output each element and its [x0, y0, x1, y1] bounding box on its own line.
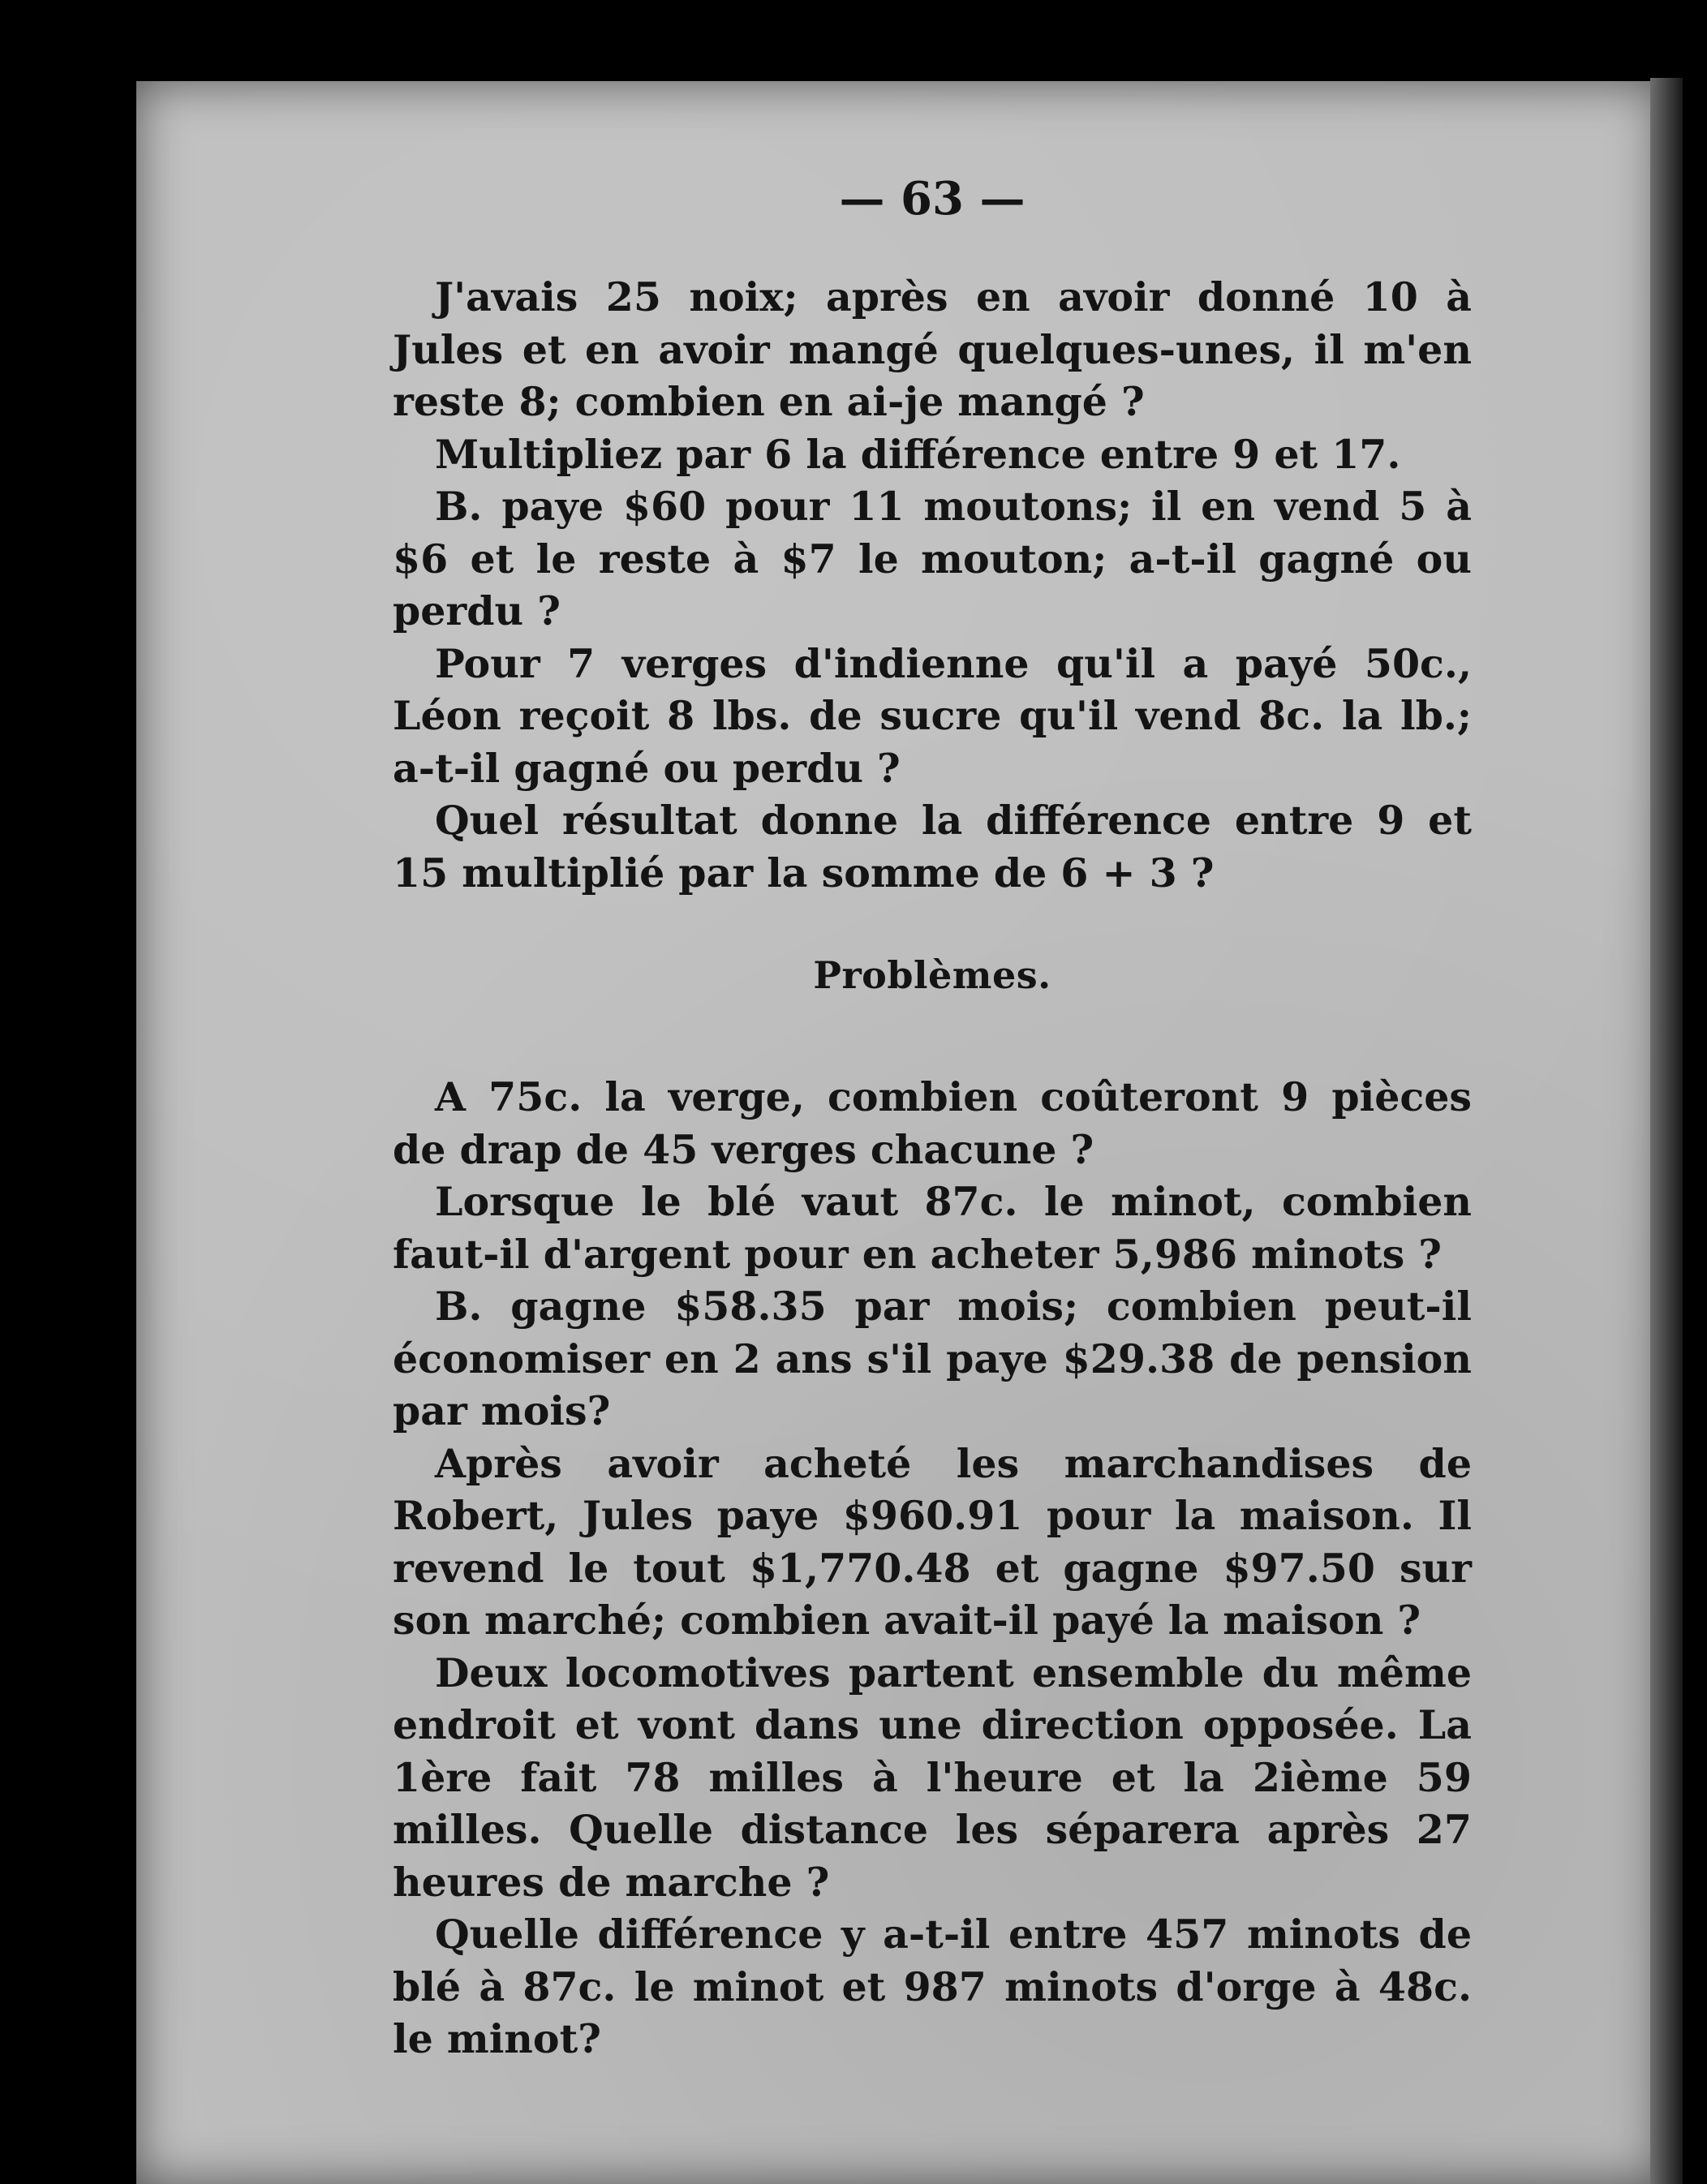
- problem-paragraph: Lorsque le blé vaut 87c. le minot, combien faut-il d'argent pour en acheter 5,986 minots ?: [393, 1178, 1472, 1278]
- problem-paragraph: Après avoir acheté les marchandises de Robert, Jules paye $960.91 pour la maison. Il revend le tout $1,770.48 et gagne $97.50 sur son marché; combien avait-il payé la maison ?: [393, 1439, 1472, 1644]
- page-text-block: [393, 170, 1472, 2066]
- problem-paragraph: A 75c. la verge, combien coûteront 9 pièces de drap de 45 verges chacune ?: [393, 1073, 1472, 1173]
- page-edge-shadow: [1650, 78, 1683, 2184]
- problem-paragraph: B. gagne $58.35 par mois; combien peut-il économiser en 2 ans s'il paye $29.38 de pension par mois?: [393, 1283, 1472, 1434]
- problem-paragraph: Deux locomotives partent ensemble du même endroit et vont dans une direction opposée. La 1ère fait 78 milles à l'heure et la 2ième 59 milles. Quelle distance les séparera après 27 heures de marche ?: [393, 1649, 1472, 1906]
- section-title: Problèmes.: [813, 953, 1051, 997]
- page-number: — 63 —: [839, 172, 1025, 226]
- exercise-paragraph: Pour 7 verges d'indienne qu'il a payé 50c., Léon reçoit 8 lbs. de sucre qu'il vend 8c. la lb.; a-t-il gagné ou perdu ?: [393, 639, 1472, 792]
- problem-paragraph: Quelle différence y a-t-il entre 457 minots de blé à 87c. le minot et 987 minots d'orge à 48c. le minot?: [393, 1911, 1472, 2062]
- exercise-paragraph: Quel résultat donne la différence entre 9 et 15 multiplié par la somme de 6 + 3 ?: [393, 797, 1472, 896]
- exercise-paragraph: Multipliez par 6 la différence entre 9 et 17.: [435, 430, 1401, 478]
- exercise-paragraph: B. paye $60 pour 11 moutons; il en vend 5 à $6 et le reste à $7 le mouton; a-t-il gagné ou perdu ?: [393, 483, 1472, 634]
- exercise-paragraph: J'avais 25 noix; après en avoir donné 10 à Jules et en avoir mangé quelques-unes, il m'en reste 8; combien en ai-je mangé ?: [393, 273, 1472, 425]
